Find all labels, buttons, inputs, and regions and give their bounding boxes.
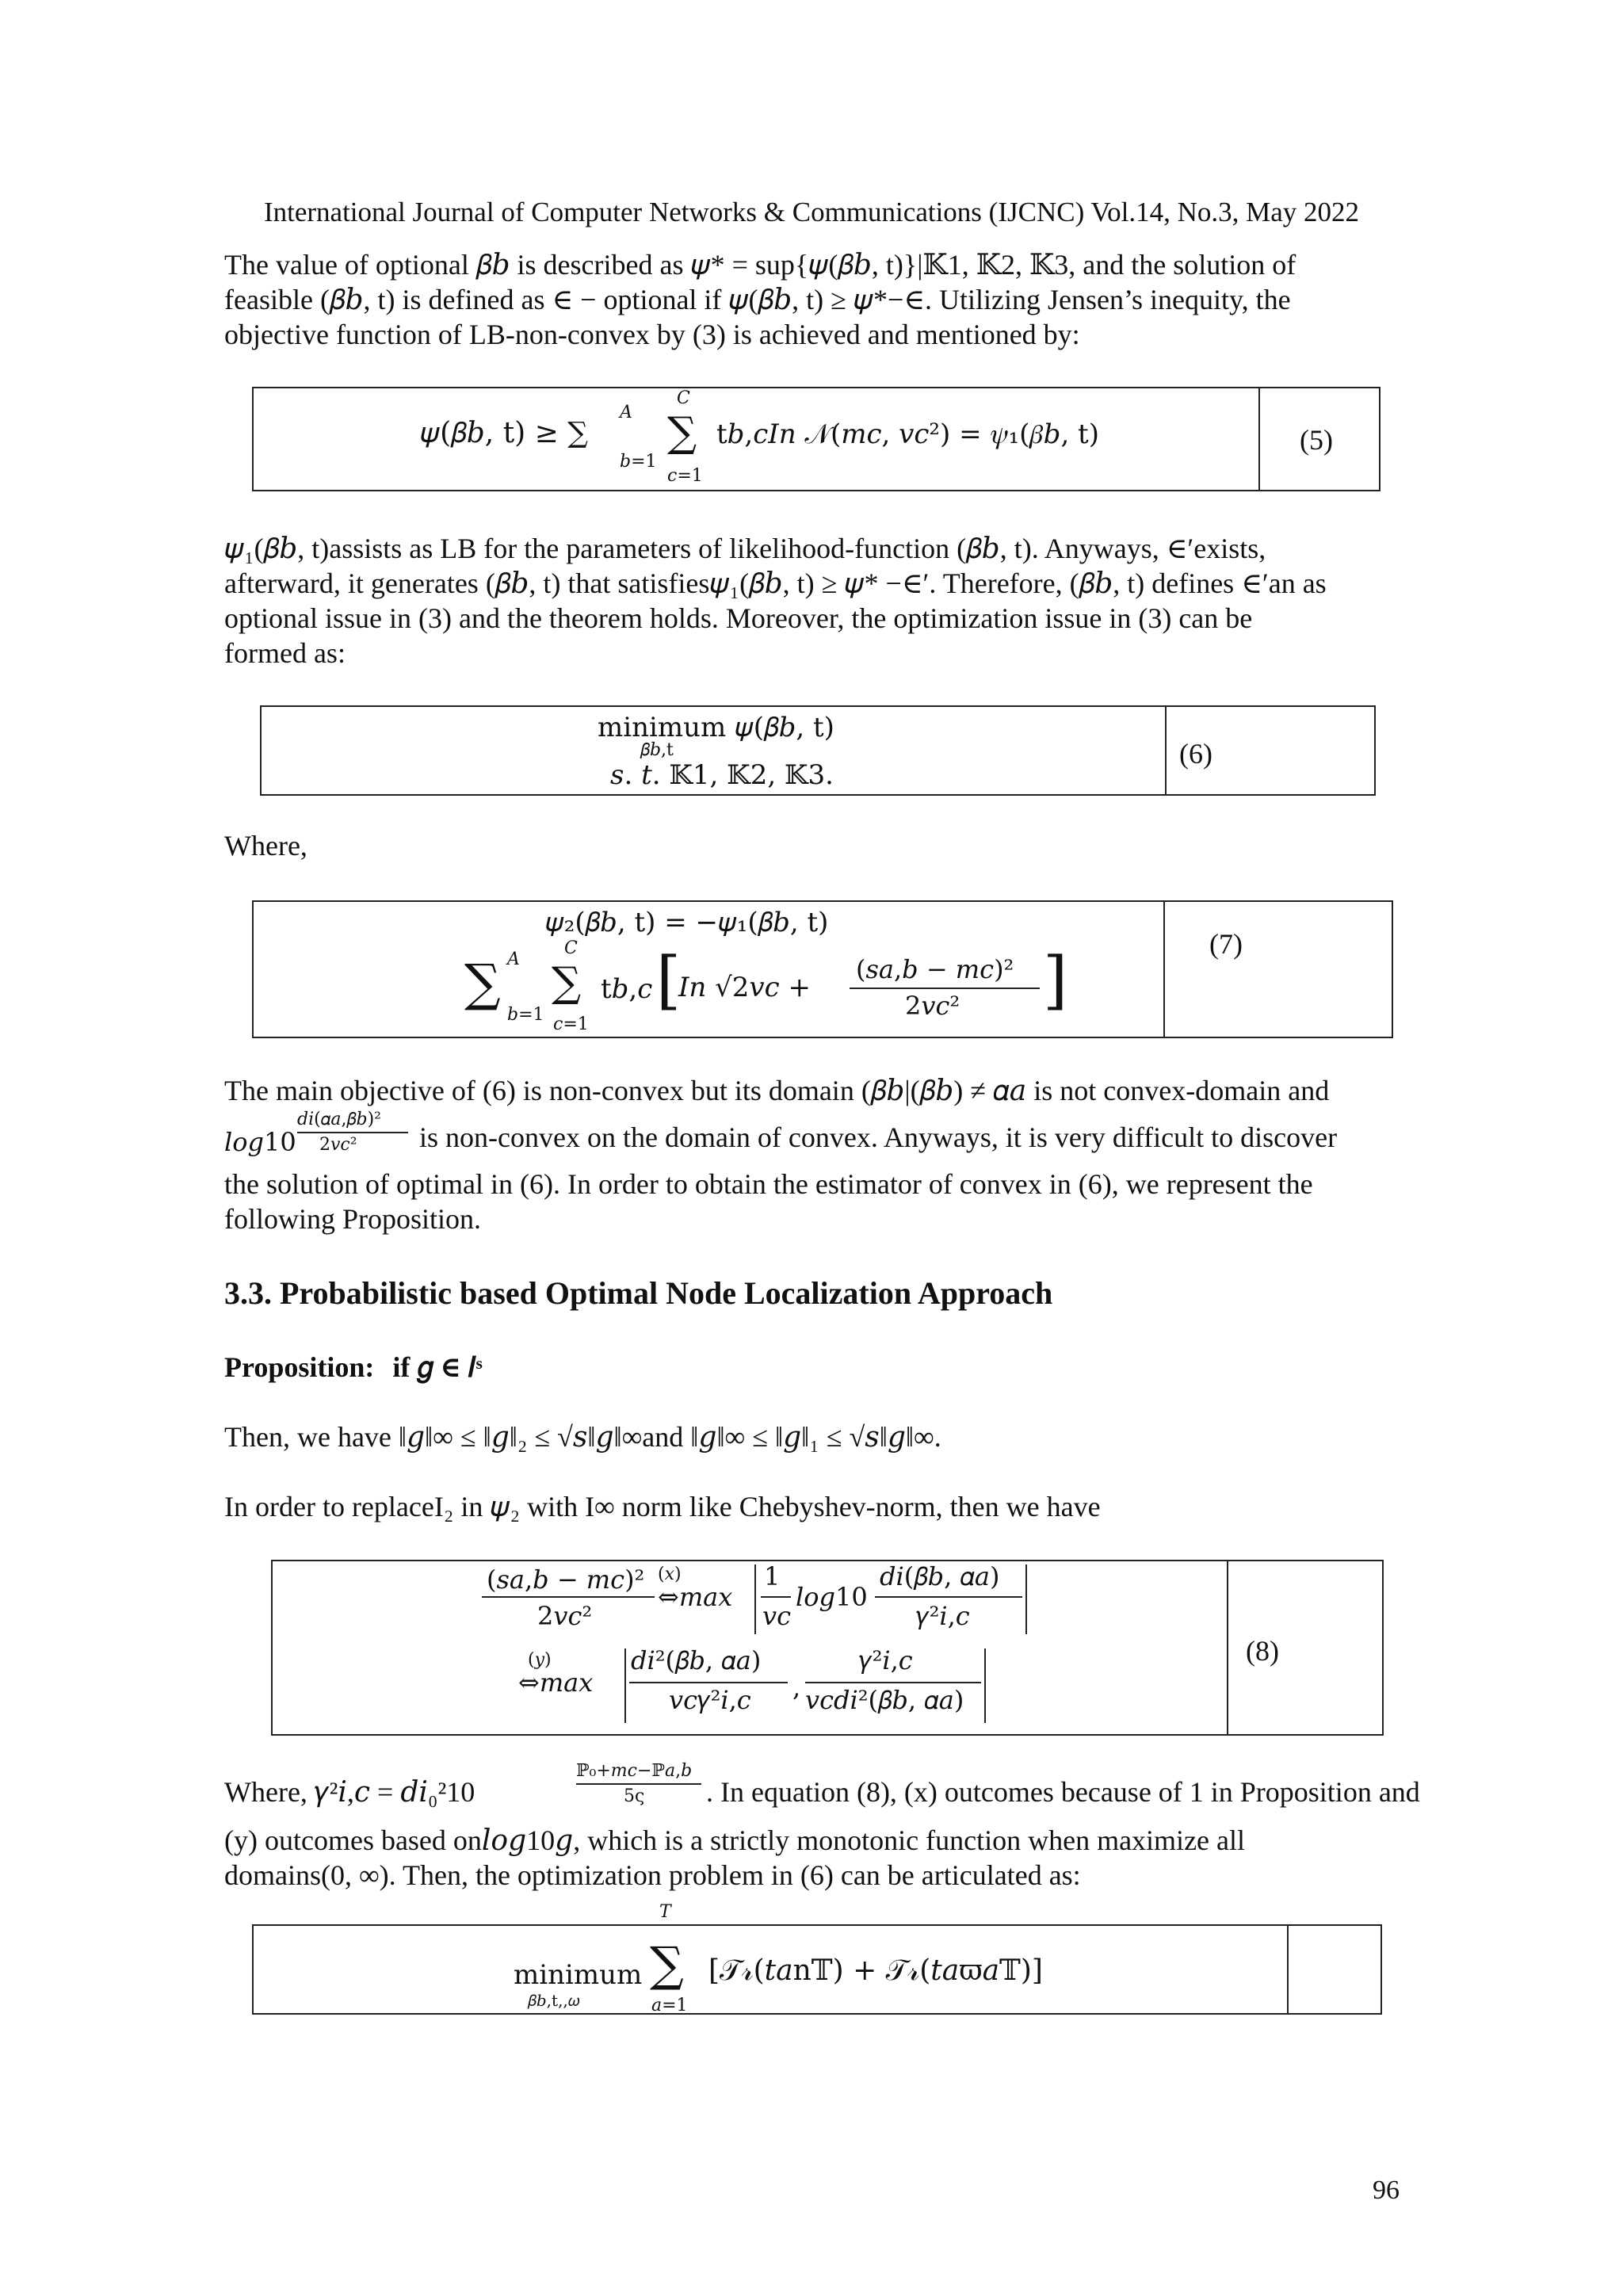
eq9-under: 𝛽𝑏,t,,𝜔 <box>528 1991 580 2010</box>
para3-frac-den: 2𝑣𝑐² <box>319 1135 357 1155</box>
eq5-body: t𝑏,𝑐𝐼𝑛 𝒩(𝑚𝑐, 𝑣𝑐²) = 𝜓₁(𝛽𝑏, t) <box>716 418 1099 450</box>
eq8-di-bar <box>875 1596 1022 1598</box>
eq9-lower: 𝑎=1 <box>651 1996 688 2015</box>
para1-line-3: objective function of LB-non-convex by (3) is achieved and mentioned by: <box>224 319 1080 350</box>
eq7-bracket-left: [ <box>656 943 682 1017</box>
para4-line-2: (y) outcomes based on𝑙𝑜𝑔10𝑔, which is a strictly monotonic function when maximize all <box>224 1824 1246 1856</box>
eq8-g2-num: 𝛾²𝑖,𝑐 <box>859 1645 913 1675</box>
eq8-arrow-2: ⇔𝑚𝑎𝑥 <box>518 1668 594 1698</box>
para3-line-2-rest: is non-convex on the domain of convex. Anyways, it is very difficult to discover <box>419 1121 1338 1153</box>
where-label: Where, <box>224 830 307 861</box>
paragraph-3-end <box>224 1167 1405 1236</box>
para3-frac-bar <box>297 1132 408 1133</box>
para4-line-1-rest: . In equation (8), (x) outcomes because of 1 in Proposition and <box>706 1776 1420 1808</box>
eq8-number-cell <box>1227 1561 1228 1734</box>
para3-line-4: following Proposition. <box>224 1203 482 1235</box>
eq8-comma: , <box>792 1672 801 1702</box>
eq7-upper-a: 𝐴 <box>507 949 520 969</box>
para2-line-2: afterward, it generates (𝛽𝑏, t) that satisfies𝜓₁(𝛽𝑏, t) ≥ 𝜓* −∈′. Therefore, (𝛽𝑏, t) defines ∈′an as <box>224 567 1327 599</box>
para4-line-1 <box>224 1761 1420 1817</box>
eq8-vc: 𝑣𝑐 <box>762 1601 791 1631</box>
eq8-one-bar <box>761 1596 791 1598</box>
para4-where: Where, 𝛾²𝑖,𝑐 = 𝑑𝑖₀²10 <box>224 1776 475 1808</box>
eq9-upper-t: 𝑇 <box>659 1902 671 1922</box>
page-number: 96 <box>1373 2176 1400 2205</box>
eq7-line1: 𝜓₂(𝛽𝑏, t) = −𝜓₁(𝛽𝑏, t) <box>545 907 829 938</box>
eq5-number-cell <box>1258 388 1260 490</box>
eq5-upper-c: 𝐶 <box>677 388 690 408</box>
paragraph-4 <box>224 1823 1405 1893</box>
proposition-line <box>224 1350 483 1385</box>
eq8-x-label: (𝑥) <box>658 1564 682 1584</box>
eq8-abs-left-1 <box>754 1564 756 1634</box>
eq5-upper-a: 𝐴 <box>620 403 632 422</box>
para3-line-1: The main objective of (6) is non-convex but its domain (𝛽𝑏|(𝛽𝑏) ≠ 𝛼𝑎 is not convex-domain and <box>224 1075 1330 1106</box>
eq6-under: 𝛽𝑏,t <box>640 740 674 760</box>
eq7-lower-c: 𝑐=1 <box>553 1014 589 1034</box>
section-heading: 3.3. Probabilistic based Optimal Node Localization Approach <box>224 1275 1053 1311</box>
eq7-lower-b: 𝑏=1 <box>507 1005 544 1025</box>
eq6-number: (6) <box>1179 738 1212 770</box>
eq7-numerator: (𝑠𝑎,𝑏 − 𝑚𝑐)² <box>856 954 1014 984</box>
eq8-arrow-1: ⇔𝑚𝑎𝑥 <box>658 1582 733 1612</box>
eq6-constraints: 𝑠. 𝑡. 𝕂1, 𝕂2, 𝕂3. <box>610 759 834 791</box>
eq5-sum-c: ∑ <box>667 409 697 457</box>
paragraph-1 <box>224 247 1405 352</box>
eq8-di2-bar <box>629 1682 788 1683</box>
eq7-t: t𝑏,𝑐 <box>601 973 653 1005</box>
para4-line-3: domains(0, ∞). Then, the optimization problem in (6) can be articulated as: <box>224 1859 1081 1891</box>
eq7-sum-a: ∑ <box>464 954 501 1013</box>
eq7-number-cell <box>1163 902 1165 1037</box>
eq7-upper-c: 𝐶 <box>564 938 578 958</box>
eq8-g2-den: 𝑣𝑐𝑑𝑖²(𝛽𝑏, 𝛼𝑎) <box>805 1685 964 1715</box>
proposition-label: Proposition: <box>224 1351 375 1383</box>
journal-header: International Journal of Computer Networks & Communications (IJCNC) Vol.14, No.3, May 2022 <box>263 197 1360 227</box>
eq5-lower-b: 𝑏=1 <box>620 452 657 472</box>
eq6-number-cell <box>1165 707 1167 794</box>
equation-7-box <box>252 900 1393 1038</box>
para2-line-1: 𝜓₁(𝛽𝑏, t)assists as LB for the parameters of likelihood-function (𝛽𝑏, t). Anyways, ∈′exists, <box>224 533 1266 564</box>
para2-line-4: formed as: <box>224 637 346 669</box>
eq5-number: (5) <box>1300 424 1333 456</box>
eq5-lhs: 𝜓(𝛽𝑏, t) ≥ ∑ <box>420 417 588 449</box>
para3-line-2 <box>224 1110 1405 1157</box>
eq8-y-label: (𝑦) <box>528 1650 552 1670</box>
proposition-condition: if 𝑔 ∈ 𝐼ˢ <box>392 1351 483 1383</box>
eq7-denominator: 2𝑣𝑐² <box>905 991 960 1021</box>
equation-8-box <box>271 1560 1384 1736</box>
para4-exp-num: ℙ₀+𝑚𝑐−ℙ𝑎,𝑏 <box>576 1761 693 1781</box>
then-line: Then, we have ‖𝑔‖∞ ≤ ‖𝑔‖₂ ≤ √𝑠‖𝑔‖∞and ‖𝑔‖∞ ≤ ‖𝑔‖₁ ≤ √𝑠‖𝑔‖∞. <box>224 1421 941 1453</box>
eq7-number: (7) <box>1209 928 1243 960</box>
para4-exp-den: 5ς <box>624 1786 645 1806</box>
eq7-fraction-bar <box>850 988 1040 989</box>
equation-9-box <box>252 1902 1382 2015</box>
para1-line-1: The value of optional 𝛽𝑏 is described as 𝜓* = sup{𝜓(𝛽𝑏, t)}|𝕂1, 𝕂2, 𝕂3, and the solution of <box>224 249 1296 281</box>
eq7-bracket-right: ] <box>1043 943 1068 1017</box>
eq8-abs-left-2 <box>624 1648 626 1723</box>
para4-exp-bar <box>576 1783 701 1785</box>
paragraph-3 <box>224 1073 1405 1108</box>
eq8-frac-den: 2𝑣𝑐² <box>537 1601 593 1631</box>
replace-line: In order to replaceI₂ in 𝜓₂ with I∞ norm like Chebyshev-norm, then we have <box>224 1491 1101 1522</box>
eq7-ln: 𝐼𝑛 √2𝑣𝑐 + <box>678 972 811 1003</box>
eq8-di2-num: 𝑑𝑖²(𝛽𝑏, 𝛼𝑎) <box>631 1645 762 1675</box>
eq8-frac-bar <box>482 1596 655 1598</box>
para1-line-2: feasible (𝛽𝑏, t) is defined as ∈ − optional if 𝜓(𝛽𝑏, t) ≥ 𝜓*−∈. Utilizing Jensen’s inequity, the <box>224 284 1291 315</box>
eq9-number-cell <box>1287 1926 1289 2013</box>
eq8-one: 1 <box>764 1561 781 1591</box>
eq7-sum-c: ∑ <box>552 959 582 1007</box>
eq5-lower-c: 𝑐=1 <box>667 466 703 486</box>
equation-6-box <box>260 705 1376 796</box>
para3-log: 𝑙𝑜𝑔10 <box>224 1127 296 1157</box>
eq8-abs-right-1 <box>1025 1564 1027 1634</box>
eq9-body: [𝒯𝓇(𝑡𝑎n𝕋) + 𝒯𝓇(𝑡𝑎ϖ𝑎𝕋)] <box>708 1954 1043 1987</box>
eq9-sum: ∑ <box>650 1937 684 1992</box>
equation-5-box <box>252 387 1381 491</box>
eq8-di-num: 𝑑𝑖(𝛽𝑏, 𝛼𝑎) <box>880 1561 1000 1591</box>
eq6-objective: minimum 𝜓(𝛽𝑏, t) <box>598 712 834 743</box>
eq9-minimum: minimum <box>514 1959 643 1991</box>
paragraph-2 <box>224 531 1405 670</box>
eq8-number: (8) <box>1246 1635 1279 1667</box>
eq8-log: 𝑙𝑜𝑔10 <box>796 1582 868 1612</box>
eq8-gamma: 𝛾²𝑖,𝑐 <box>916 1601 970 1631</box>
eq8-frac-num: (𝑠𝑎,𝑏 − 𝑚𝑐)² <box>487 1564 645 1595</box>
para3-line-3: the solution of optimal in (6). In order to obtain the estimator of convex in (6), we represent the <box>224 1168 1313 1200</box>
eq8-g2-bar <box>805 1682 981 1683</box>
eq8-abs-right-2 <box>984 1648 986 1723</box>
eq8-di2-den: 𝑣𝑐𝛾²𝑖,𝑐 <box>669 1685 751 1715</box>
para2-line-3: optional issue in (3) and the theorem holds. Moreover, the optimization issue in (3) can be <box>224 602 1253 634</box>
para3-frac-num: 𝑑𝑖(𝛼𝑎,𝛽𝑏)² <box>297 1110 381 1129</box>
